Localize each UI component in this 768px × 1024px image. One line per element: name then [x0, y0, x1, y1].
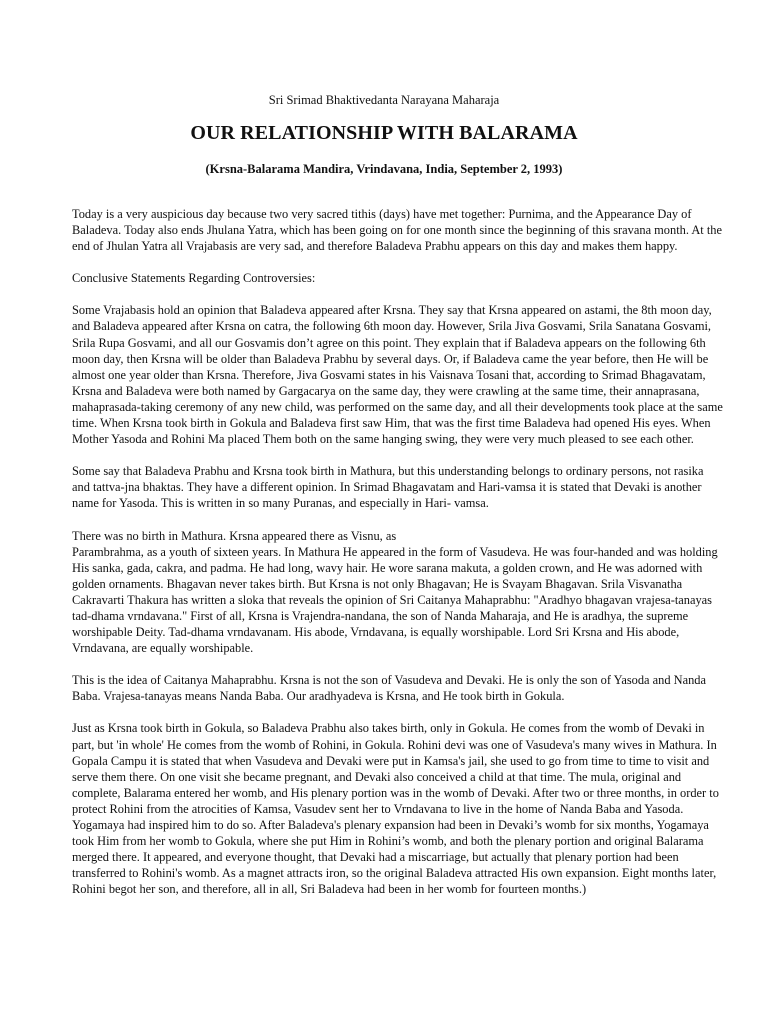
document-body: [72, 206, 724, 913]
paragraph-no-birth-in-mathura: There was no birth in Mathura. Krsna appeared there as Visnu, as Parambrahma, as a youth of sixteen years. In Mathura He appeared in the form of Vasudeva. He was four-handed and was holding His sanka, gada, cakra, and padma. He had long, wavy hair. He wore sarana makuta, a golden crown, and He was adorned with golden ornaments. Bhagavan never takes birth. But Krsna is not only Bhagavan; He is Svayam Bhagavan. Srila Visvanatha Cakravarti Thakura has written a sloka that reveals the opinion of Sri Caitanya Mahaprabhu: "Aradhyo bhagavan vrajesa-tanayas tad-dhama vrndavana." First of all, Krsna is Vrajendra-nandana, the son of Nanda Maharaja, and He is aradhya, the supreme worshipable Deity. Tad-dhama vrndavanam. His abode, Vrndavana, is equally worshipable. Lord Sri Krsna and His abode, Vrndavana, are equally worshipable.: [72, 528, 718, 656]
paragraph-intro: Today is a very auspicious day because two very sacred tithis (days) have met together: Purnima, and the Appearance Day of Baladeva. Today also ends Jhulana Yatra, which has been going on for one month since the beginning of this sravana month. At the end of Jhulan Yatra all Vrajabasis are very sad, and therefore Baladeva Prabhu appears on this day and makes them happy.: [72, 207, 722, 254]
document-title: OUR RELATIONSHIP WITH BALARAMA: [190, 122, 578, 144]
document-subtitle: (Krsna-Balarama Mandira, Vrindavana, India, September 2, 1993): [205, 162, 563, 176]
paragraph-caitanya-idea: This is the idea of Caitanya Mahaprabhu. Krsna is not the son of Vasudeva and Devaki. He is only the son of Yasoda and Nanda Baba. Vrajesa-tanayas means Nanda Baba. Our aradhyadeva is Krsna, and He took birth in Gokula.: [72, 673, 706, 704]
paragraph-section-heading: Conclusive Statements Regarding Controversies:: [72, 271, 316, 286]
paragraph-vrajabasis-opinion: Some Vrajabasis hold an opinion that Baladeva appeared after Krsna. They say that Krsna appeared on astami, the 8th moon day, and Baladeva appeared after Krsna on catra, the following 6th moon day. However, Srila Jiva Gosvami, Srila Sanatana Gosvami, Srila Rupa Gosvami, and all our Gosvamis don’t agree on this point. They explain that if Baladeva appears on the following 6th moon day, then Krsna will be older than Baladeva Prabhu by several days. Or, if Baladeva came the year before, then He will be almost one year older than Krsna. Therefore, Jiva Gosvami states in his Vaisnava Tosani that, according to Srimad Bhagavatam, Krsna and Baladeva were both named by Gargacarya on the same day, they were crawling at the same time, their annaprasana, mahaprasada-taking ceremony of any new child, was performed on the same day, and all their developments took place at the same time. When Krsna took birth in Gokula and Baladeva first saw Him, that was the first time Baladeva had opened His eyes. When Mother Yasoda and Rohini Ma placed Them both on the same hanging swing, they were very much pleased to see each other.: [72, 303, 723, 447]
paragraph-mathura-birth: Some say that Baladeva Prabhu and Krsna took birth in Mathura, but this understanding belongs to ordinary persons, not rasika and tattva-jna bhaktas. They have a different opinion. In Srimad Bhagavatam and Hari-vamsa it is stated that Devaki is another name for Yasoda. This is written in so many Puranas, and especially in Hari- vamsa.: [72, 464, 704, 511]
author-line: Sri Srimad Bhaktivedanta Narayana Maharaja: [268, 93, 500, 107]
paragraph-baladeva-birth: Just as Krsna took birth in Gokula, so Baladeva Prabhu also takes birth, only in Gokula. He comes from the womb of Devaki in part, but 'in whole' He comes from the womb of Rohini, in Gokula. Rohini devi was one of Vasudeva's many wives in Mathura. In Gopala Campu it is stated that when Vasudeva and Devaki were put in Kamsa's jail, she used to go from time to time to visit and serve them there. On one visit she became pregnant, and Devaki also conceived a child at that time. The mula, original and complete, Balarama entered her womb, and His plenary portion was in the womb of Devaki. After two or three months, in order to protect Rohini from the atrocities of Kamsa, Vasudev sent her to Vrndavana to live in the home of Nanda Baba and Yasoda. Yogamaya had inspired him to do so. After Baladeva's plenary expansion had been in Devaki’s womb for six months, Yogamaya took Him from her womb to Gokula, where she put Him in Rohini’s womb, and both the plenary portion and original Balarama merged there. It appeared, and everyone thought, that Devaki had a miscarriage, but actually that plenary portion had been transferred to Rohini's womb. As a magnet attracts iron, so the original Baladeva attracted His own expansion. Eight months later, Rohini begot her son, and therefore, all in all, Sri Baladeva had been in her womb for fourteen months.): [72, 721, 719, 897]
